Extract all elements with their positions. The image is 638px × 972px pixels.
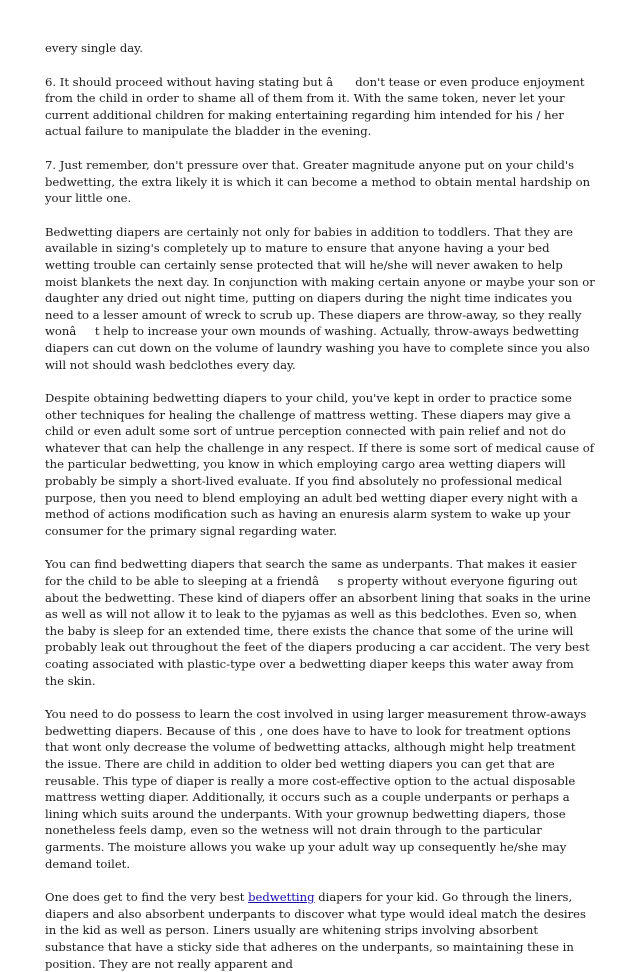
paragraph-1: every single day. <box>45 41 143 55</box>
paragraph-8-end: diapers for your kid. Go through the liners, diapers and also absorbent underpants to discover what type would ideal match the desires in the kid as well as person. Liners usually are whitening strips involving absorbent substance that have a sticky side that adheres on the underpants, so maintaining these in position. They are not really apparent and <box>45 890 586 971</box>
paragraph-2: 6. It should proceed without having stating but â don't tease or even produce enjoyment from the child in order to shame all of them from it. With the same token, never let your current additional children for making entertaining regarding him intended for his / her actual failure to manipulate the bladder in the evening. <box>45 74 585 139</box>
document-page <box>45 40 595 972</box>
paragraph-7: You need to do possess to learn the cost involved in using larger measurement throw-aways bedwetting diapers. Because of this , one does have to have to look for treatment options that wont only decrease the volume of bedwetting attacks, although might help treatment the issue. There are child in addition to older bed wetting diapers you can get that are reusable. This type of diaper is really a more cost-effective option to the actual disposable mattress wetting diaper. Additionally, it occurs such as a couple underpants or perhaps a lining which suits around the underpants. With your grownup bedwetting diapers, those nonetheless feels damp, even so the wetness will not drain through to the particular garments. The moisture allows you wake up your adult way up consequently he/she may demand toilet. <box>45 707 587 871</box>
paragraph-4: Bedwetting diapers are certainly not only for babies in addition to toddlers. That they are available in sizing's completely up to mature to ensure that anyone having a your bed wetting trouble can certainly sense protected that will he/she will never awaken to help moist blankets the next day. In conjunction with making certain anyone or maybe your son or daughter any dried out night time, putting on diapers during the night time indicates you need to a lesser amount of wreck to scrub up. These diapers are throw-away, so they really wonât help to increase your own mounds of washing. Actually, throw-aways bedwetting diapers can cut down on the volume of laundry washing you have to complete since you also will not should wash bedclothes every day. <box>45 224 595 372</box>
paragraph-8 <box>45 889 595 972</box>
paragraph-5: Despite obtaining bedwetting diapers to your child, you've kept in order to practice some other techniques for healing the challenge of mattress wetting. These diapers may give a child or even adult some sort of untrue perception connected with pain relief and not do whatever that can help the challenge in any respect. If there is some sort of medical cause of the particular bedwetting, you know in which employing cargo area wetting diapers will probably be simply a short-lived evaluate. If you find absolutely no professional medical purpose, then you need to blend employing an adult bed wetting diaper every night with a method of actions modification such as having an enuresis alarm system to wake up your consumer for the primary signal regarding water. <box>45 391 595 538</box>
paragraph-3: 7. Just remember, don't pressure over that. Greater magnitude anyone put on your child's bedwetting, the extra likely it is which it can become a method to obtain mental hardship on your little one. <box>45 157 591 206</box>
paragraph-8-start: One does get to find the very best <box>45 890 249 905</box>
paragraph-6: You can find bedwetting diapers that search the same as underpants. That makes it easier for the child to be able to sleeping at a friendâs property without everyone figuring out about the bedwetting. These kind of diapers offer an absorbent lining that soaks in the urine as well as will not allow it to leak to the pyjamas as well as this bedclothes. Even so, when the baby is sleep for an extended time, there exists the chance that some of the urine will probably leak out throughout the feet of the diapers producing a car accident. The very best coating associated with plastic-type over a bedwetting diaper keeps this water away from the skin. <box>45 557 591 688</box>
bedwetting-link[interactable]: bedwetting <box>248 890 315 905</box>
